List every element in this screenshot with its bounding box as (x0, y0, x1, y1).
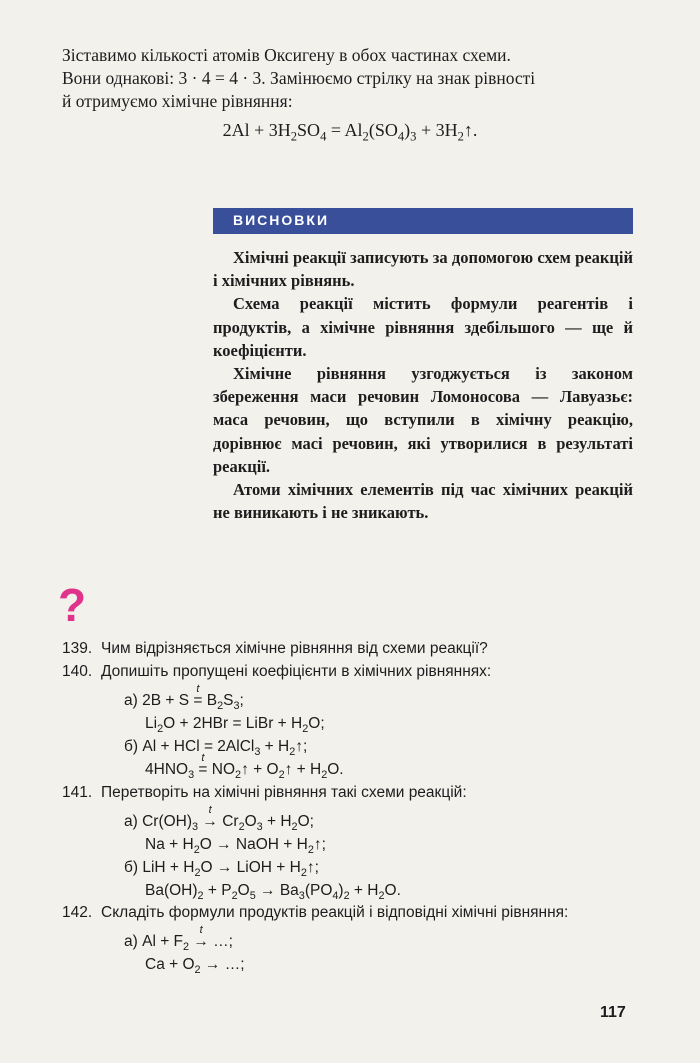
equation-line: б) LiH + $H_2O$ → LiOH + $H_2↑$; (124, 859, 319, 880)
exercise-140: 140. Допишіть пропущені коефіцієнти в хімічних рівняннях: (62, 663, 492, 680)
page-number: 117 (600, 1004, 626, 1021)
main-equation: $2Al + 3H_2SO_4 = Al_2(SO_4)_3$ + $3H_2↑$. (222, 120, 478, 144)
question-mark-icon: ? (58, 579, 87, 631)
intro-line: Вони однакові: 3 · 4 = 4 · 3. Замінюємо стрілку на знак рівності (62, 68, 536, 88)
conclusions-header (213, 208, 633, 234)
intro-line: Зіставимо кількості атомів Оксигену в обох частинах схеми. (62, 45, 511, 65)
intro-paragraph (62, 44, 637, 113)
equation-line: а) 2B + S t = $B_2S_3$; (124, 683, 244, 713)
intro-line: й отримуємо хімічне рівняння: (62, 91, 293, 111)
exercise-142: 142. Складіть формули продуктів реакцій і відповідні хімічні рівняння: (62, 904, 569, 921)
equation-line: $Ba(OH)_2 + P_2O_5 \to Ba_3(PO_4)_2 + H_2O$. (145, 882, 401, 903)
conclusion-paragraph: Схема реакції містить формули реагентів і продуктів, а хімічне рівняння здебільшого — ще й коефіцієнти. (213, 294, 633, 360)
conclusion-paragraph: Хімічні реакції записують за допомогою схем реакцій і хімічних рівнянь. (213, 248, 633, 291)
exercises-section (62, 637, 637, 976)
conclusion-paragraph: Хімічне рівняння узгоджується із законом збереження маси речовин Ломоносова — Лавуазьє: маса речовин, що вступили в хімічну реакцію, дорівнює масі речовин, які утворилися в результаті реакції. (213, 364, 633, 476)
equation-line: б) Al + HCl = 2AlCl$_3$ + $H_2↑$; (124, 738, 308, 759)
conclusion-paragraph: Атоми хімічних елементів під час хімічних реакцій не виникають і не зникають. (213, 480, 633, 523)
equation-line: $Ca + O_2$ → …; (145, 956, 245, 977)
conclusions-title: ВИСНОВКИ (233, 212, 330, 228)
equation-line: $4HNO_3$ t = $NO_2↑$ + $O_2↑ + H_2O$. (145, 752, 344, 782)
conclusions-text (213, 246, 633, 524)
exercise-141: 141. Перетворіть на хімічні рівняння такі схеми реакцій: (62, 784, 467, 801)
equation-line: а) $Cr(OH)_3$ t → $Cr_2O_3 + H_2O$; (124, 804, 314, 834)
equation-line: $Na + H_2O$ → NaOH + $H_2↑$; (145, 836, 326, 857)
exercise-139: 139. Чим відрізняється хімічне рівняння від схеми реакції? (62, 640, 488, 657)
equation-line: $Li_2O + 2HBr$ = LiBr + $H_2O$; (145, 715, 325, 736)
equation-line: а) $Al + F_2$ t → …; (124, 924, 233, 954)
